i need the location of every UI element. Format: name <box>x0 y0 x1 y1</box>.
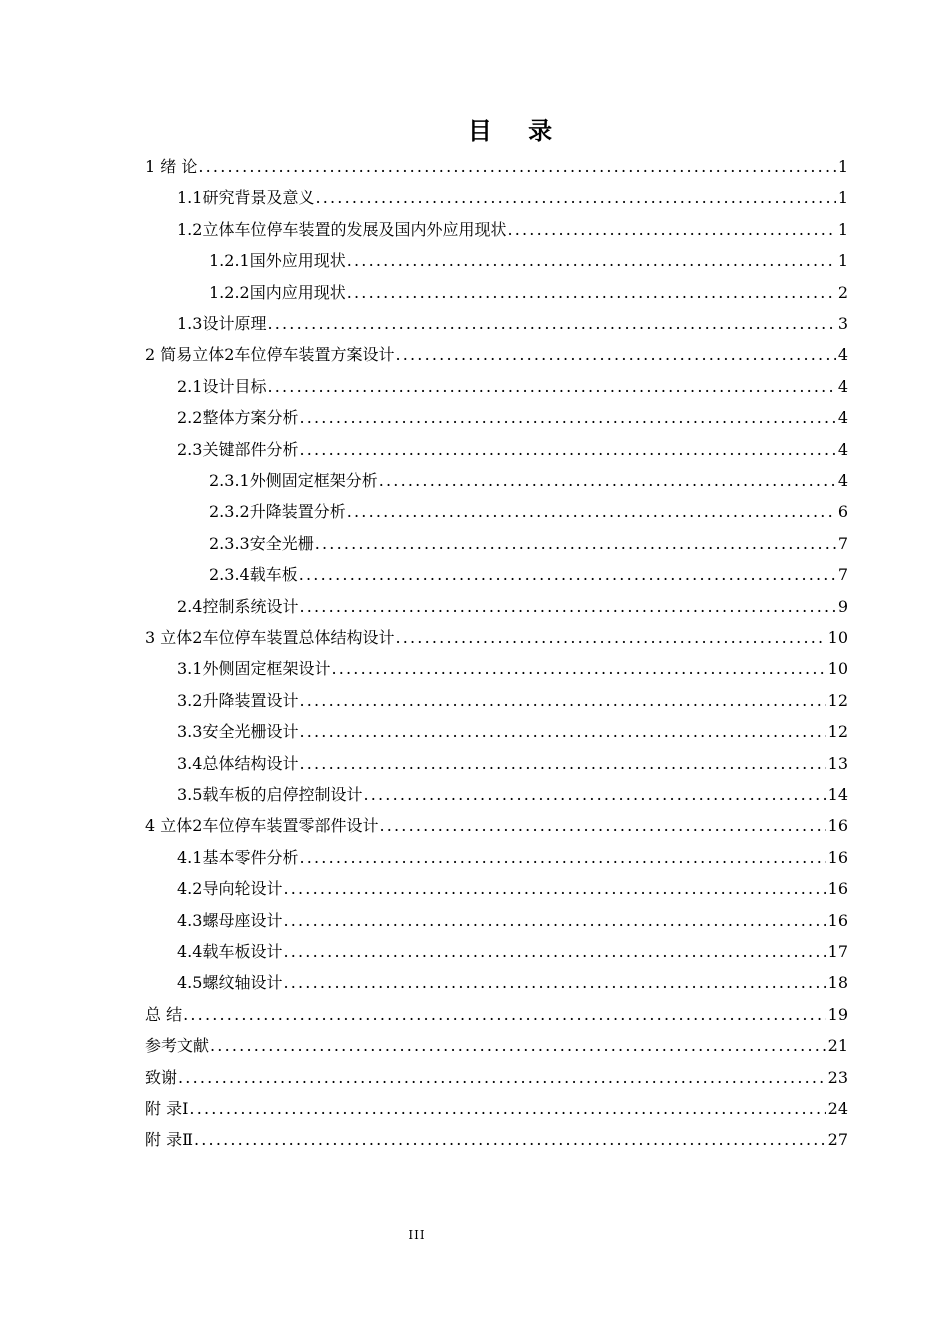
toc-entry-title: 1.2立体车位停车装置的发展及国内外应用现状 <box>177 219 507 239</box>
toc-entry-title: 3.1外侧固定框架设计 <box>177 659 331 679</box>
toc-entry[interactable] <box>209 465 848 497</box>
toc-entry-title: 3 立体2车位停车装置总体结构设计 <box>145 628 395 647</box>
toc-entry-page-number: 4 <box>837 345 848 365</box>
toc-entry-page-number: 1 <box>837 157 848 176</box>
toc-entry-page-number: 17 <box>827 942 848 961</box>
toc-entry[interactable] <box>177 591 848 623</box>
toc-entry[interactable] <box>177 434 848 466</box>
toc-dot-leader <box>363 779 825 811</box>
toc-entry[interactable] <box>145 1030 848 1062</box>
toc-dot-leader <box>299 559 836 591</box>
toc-entry-page-number: 16 <box>827 816 848 836</box>
toc-dot-leader <box>299 748 825 780</box>
toc-entry[interactable] <box>177 905 848 937</box>
toc-entry-title: 4.4载车板设计 <box>177 942 283 961</box>
toc-entry[interactable] <box>177 653 848 685</box>
toc-dot-leader <box>283 873 825 905</box>
toc-entry-title: 附 录Ⅰ <box>145 1099 189 1118</box>
toc-entry[interactable] <box>145 339 848 371</box>
toc-dot-leader <box>347 277 836 309</box>
toc-entry[interactable] <box>145 999 848 1031</box>
toc-entry-page-number: 16 <box>827 879 848 899</box>
toc-entry-page-number: 1 <box>837 188 848 208</box>
toc-entry-page-number: 10 <box>827 628 848 647</box>
toc-entry-title: 3.5载车板的启停控制设计 <box>177 785 363 804</box>
toc-entry[interactable] <box>177 842 848 874</box>
toc-entry-title: 1 绪 论 <box>145 157 198 176</box>
toc-entry[interactable] <box>177 371 848 403</box>
toc-dot-leader <box>299 434 835 466</box>
toc-entry-title: 4.2导向轮设计 <box>177 879 283 899</box>
toc-entry-page-number: 27 <box>827 1130 848 1150</box>
toc-entry[interactable] <box>145 622 848 654</box>
toc-entry-title: 1.2.1国外应用现状 <box>209 251 346 271</box>
toc-entry-title: 2.3.4载车板 <box>209 565 298 585</box>
toc-entry-title: 致谢 <box>145 1067 178 1087</box>
toc-dot-leader <box>299 591 835 623</box>
toc-entry-title: 3.3安全光栅设计 <box>177 722 299 742</box>
toc-entry[interactable] <box>145 1062 848 1094</box>
toc-entry[interactable] <box>177 214 848 246</box>
toc-dot-leader <box>183 999 826 1031</box>
toc-entry-title: 2.2整体方案分析 <box>177 408 299 428</box>
toc-entry-page-number: 16 <box>827 910 848 930</box>
toc-dot-leader <box>283 936 825 968</box>
toc-entry-page-number: 2 <box>837 282 848 302</box>
toc-entry-title: 4 立体2车位停车装置零部件设计 <box>145 816 379 836</box>
toc-entry-title: 参考文献 <box>145 1036 210 1056</box>
toc-entry[interactable] <box>209 528 848 560</box>
footer-page-number: III <box>408 1228 426 1242</box>
toc-entry-title: 附 录Ⅱ <box>145 1130 193 1150</box>
toc-entry-page-number: 6 <box>837 502 848 522</box>
toc-dot-leader <box>507 214 835 246</box>
toc-dot-leader <box>347 245 836 277</box>
toc-entry[interactable] <box>177 716 848 748</box>
toc-entry-page-number: 1 <box>837 251 848 271</box>
toc-entry-page-number: 10 <box>827 659 848 679</box>
toc-dot-leader <box>210 1030 826 1062</box>
toc-entry-title: 2.3.2升降装置分析 <box>209 502 346 522</box>
toc-dot-leader <box>379 465 836 497</box>
toc-entry-title: 3.4总体结构设计 <box>177 753 299 773</box>
toc-dot-leader <box>178 1062 826 1094</box>
toc-dot-leader <box>315 182 835 214</box>
toc-dot-leader <box>267 371 835 403</box>
toc-entry[interactable] <box>177 308 848 340</box>
toc-entry-title: 1.1研究背景及意义 <box>177 188 315 208</box>
toc-dot-leader <box>283 967 825 999</box>
toc-entry-page-number: 13 <box>827 753 848 773</box>
toc-entry-page-number: 19 <box>827 1004 848 1024</box>
toc-entry-title: 2.4控制系统设计 <box>177 596 299 616</box>
toc-entry-page-number: 18 <box>827 973 848 993</box>
toc-dot-leader <box>299 402 835 434</box>
toc-entry-title: 3.2升降装置设计 <box>177 690 299 710</box>
toc-dot-leader <box>283 905 825 937</box>
toc-dot-leader <box>395 339 835 371</box>
toc-entry[interactable] <box>177 182 848 214</box>
toc-entry-page-number: 14 <box>827 785 848 804</box>
toc-entry-page-number: 3 <box>837 314 848 333</box>
toc-entry[interactable] <box>177 936 848 968</box>
toc-entry[interactable] <box>145 151 848 183</box>
toc-entry-title: 2.1设计目标 <box>177 376 267 396</box>
toc-entry-title: 总 结 <box>145 1004 183 1024</box>
toc-entry[interactable] <box>177 685 848 717</box>
toc-dot-leader <box>331 653 825 685</box>
toc-entry-page-number: 1 <box>837 219 848 239</box>
toc-entry-title: 4.3螺母座设计 <box>177 910 283 930</box>
toc-entry[interactable] <box>177 402 848 434</box>
toc-entry-page-number: 16 <box>827 847 848 867</box>
toc-entry-page-number: 23 <box>827 1067 848 1087</box>
toc-entry-title: 2.3.1外侧固定框架分析 <box>209 471 378 490</box>
toc-entry-title: 2.3关键部件分析 <box>177 439 299 459</box>
toc-entry[interactable] <box>177 748 848 780</box>
toc-dot-leader <box>299 685 825 717</box>
toc-dot-leader <box>299 716 825 748</box>
toc-entry[interactable] <box>145 1124 848 1156</box>
toc-dot-leader <box>267 308 835 340</box>
toc-dot-leader <box>198 151 835 183</box>
toc-dot-leader <box>395 622 825 654</box>
toc-entry[interactable] <box>177 967 848 999</box>
toc-dot-leader <box>379 810 825 842</box>
toc-entry-page-number: 7 <box>837 533 848 553</box>
toc-entry-title: 1.2.2国内应用现状 <box>209 282 346 302</box>
toc-entry-page-number: 12 <box>827 722 848 742</box>
toc-entry[interactable] <box>177 873 848 905</box>
toc-dot-leader <box>315 528 836 560</box>
toc-entry[interactable] <box>177 779 848 811</box>
toc-entry[interactable] <box>209 496 848 528</box>
toc-dot-leader <box>347 496 836 528</box>
toc-entry[interactable] <box>209 245 848 277</box>
toc-entry-page-number: 9 <box>837 596 848 616</box>
toc-dot-leader <box>299 842 825 874</box>
toc-entry-page-number: 7 <box>837 565 848 585</box>
toc-entry-page-number: 21 <box>827 1036 848 1056</box>
toc-entry-title: 4.1基本零件分析 <box>177 847 299 867</box>
toc-entry[interactable] <box>145 1093 848 1125</box>
toc-entry-page-number: 12 <box>827 690 848 710</box>
toc-entry[interactable] <box>209 277 848 309</box>
toc-entry-page-number: 4 <box>837 439 848 459</box>
toc-entry-page-number: 4 <box>837 408 848 428</box>
toc-entry-title: 2.3.3安全光栅 <box>209 533 314 553</box>
page-title: 目 录 <box>467 117 567 145</box>
toc-entry-page-number: 24 <box>827 1099 848 1118</box>
toc-entry[interactable] <box>145 810 848 842</box>
toc-entry-title: 1.3设计原理 <box>177 314 267 333</box>
toc-dot-leader <box>194 1124 826 1156</box>
toc-entry-page-number: 4 <box>837 376 848 396</box>
toc-dot-leader <box>189 1093 825 1125</box>
toc-entry-title: 2 简易立体2车位停车装置方案设计 <box>145 345 395 365</box>
toc-entry-page-number: 4 <box>837 471 848 490</box>
toc-entry-title: 4.5螺纹轴设计 <box>177 973 283 993</box>
toc-entry[interactable] <box>209 559 848 591</box>
